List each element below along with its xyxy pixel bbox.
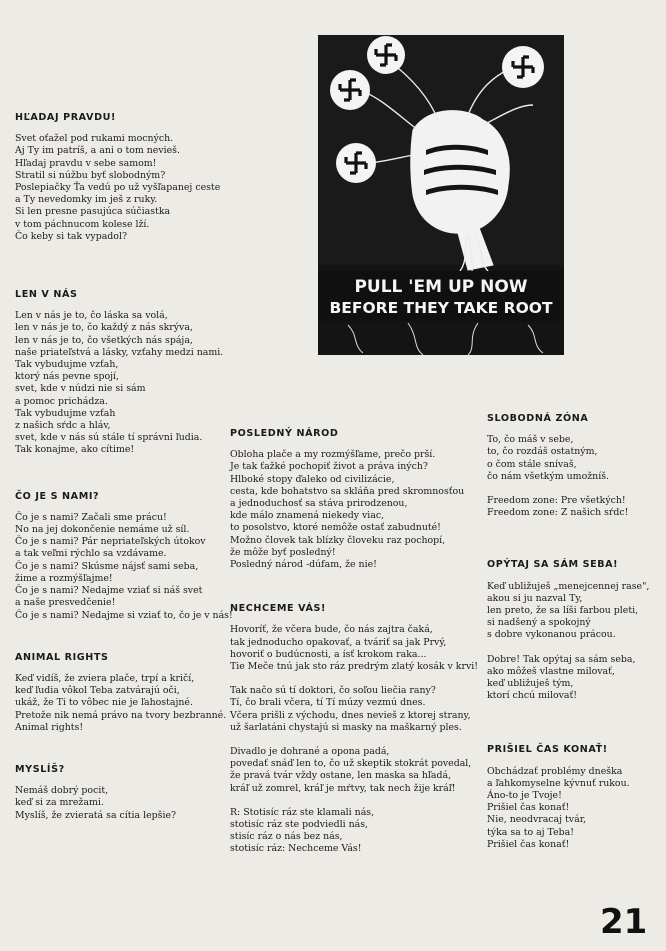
poem-line: svet, kde v núdzi nie si sám — [15, 383, 146, 395]
poem-line: a naše presvedčenie! — [15, 597, 116, 609]
poem-line: Obloha plače a my rozmýšľame, prečo prší. — [230, 449, 436, 461]
poem-line: Tak vybudujme vzťah — [15, 407, 116, 419]
poem-line: naše priateľstvá a lásky, vzťahy medzi nami. — [15, 346, 224, 358]
poem-line: Včera prišli z východu, dnes nevieš z ktorej strany, — [230, 709, 471, 721]
poem-line: Poslepiačky Ťa vedú po už vyšľapanej ceste — [15, 182, 221, 194]
poem-line: Možno človek tak blízky človeku raz pochopí, — [230, 534, 446, 546]
poem-line: Aj Ty im patríš, a ani o tom nevieš. — [15, 145, 180, 157]
poem-line: kráľ už zomrel, kráľ je mŕtvy, tak nech žije kráľ! — [230, 782, 456, 794]
poem-line: Stratil si núžbu byť slobodným? — [15, 169, 166, 181]
poem-sloboda — [487, 413, 657, 519]
column-right — [487, 413, 657, 851]
poem-line: akou si ju nazval Ty, — [487, 592, 583, 604]
poem-line: a pomoc prichádza. — [15, 395, 108, 407]
poem-line: Prišiel čas konať! — [487, 802, 570, 814]
poem-title: OPÝTAJ SA SÁM SEBA! — [487, 559, 619, 571]
poem-line: hovoriť o budúcnosti, a ísť krokom raka... — [230, 648, 427, 660]
poster-image — [318, 35, 564, 355]
poster-line-1: PULL 'EM UP NOW — [354, 277, 528, 297]
poem-line: Tak načo sú tí doktori, čo soľou liečia rany? — [230, 685, 436, 697]
poem-line: No na jej dokončenie nemáme už síl. — [15, 524, 190, 536]
poem-line: Hlboké stopy ďaleko od civilizácie, — [230, 473, 395, 485]
poem-opytaj — [487, 559, 657, 702]
poem-line: Posledný národ -dúfam, že nie! — [230, 559, 377, 571]
poem-line: Nemáš dobrý pocit, — [15, 785, 109, 797]
poem-line: Tie Meče tnú jak sto ráz predrým zlatý kosák v krvi! — [230, 661, 479, 673]
column-left — [15, 112, 233, 822]
poem-line: ktorý nás pevne spojí, — [15, 371, 120, 383]
poem-line: Pretože nik nemá právo na tvory bezbranné. — [15, 709, 227, 721]
poem-hladaj — [15, 112, 225, 243]
poem-line: kde málo znamená niekedy viac, — [230, 510, 385, 522]
poem-line: povedať snáď len to, čo už skeptik stokrát povedal, — [230, 758, 472, 770]
poem-line: Čo je s nami? Pár nepriateľských útokov — [15, 536, 206, 548]
poem-line — [487, 642, 657, 654]
poem-line: už šarlatáni chystajú si masky na maškarný ples. — [230, 721, 462, 733]
poem-line: stotisíc ráz: Nechceme Vás! — [230, 843, 362, 855]
poem-title: POSLEDNÝ NÁROD — [230, 428, 339, 439]
poem-line — [487, 483, 657, 495]
page-number: 21 — [600, 902, 648, 942]
poem-line: Nie, neodvracaj tvár, — [487, 814, 587, 826]
poem-title: LEN V NÁS — [15, 289, 78, 301]
poem-line: Myslíš, že zvieratá sa cítia lepšie? — [15, 809, 177, 821]
poem-line: keď ľudia vôkol Teba zatvárajú oči, — [15, 685, 180, 697]
poem-line: z našich sŕdc a hláv, — [15, 420, 111, 432]
poem-line — [230, 795, 470, 807]
poem-line: ako môžeš vlastne milovať, — [487, 665, 615, 677]
poem-line: keď ubližuješ tým, — [487, 678, 574, 690]
poem-line: Je tak ťažké pochopiť život a práva iných? — [230, 461, 428, 473]
poem-line: Áno-to je Tvoje! — [487, 790, 562, 802]
poem-line: Keď ubližuješ „menejcennej rase", — [487, 580, 650, 592]
poem-line: len v nás je to, čo všetkých nás spája, — [15, 334, 193, 346]
poem-posledny — [230, 428, 470, 571]
poem-line: o čom stále snívaš, — [487, 458, 577, 470]
poem-line: s dobre vykonanou prácou. — [487, 629, 616, 641]
poem-line: Čo je s nami? Začali sme prácu! — [15, 511, 167, 523]
poem-line: Freedom zone: Pre všetkých! — [487, 495, 626, 507]
poem-line: v tom páchnucom kolese lží. — [15, 218, 150, 230]
poem-line: Tak vybudujme vzťah, — [15, 359, 119, 371]
poem-line: že môže byť posledný! — [230, 546, 336, 558]
poem-prisiel — [487, 744, 657, 851]
poem-line: a ľahkomyselne kývnuť rukou. — [487, 777, 630, 789]
poem-line: Dobre! Tak opýtaj sa sám seba, — [487, 653, 636, 665]
poem-line: To, čo máš v sebe, — [487, 434, 574, 446]
poem-title: MYSLÍŠ? — [15, 763, 65, 775]
poem-line: Divadlo je dohrané a opona padá, — [230, 746, 390, 758]
poem-animal — [15, 652, 225, 734]
poem-line: Čo je s nami? Skúsme nájsť sami seba, — [15, 560, 199, 572]
poem-line: to, čo rozdáš ostatným, — [487, 446, 598, 458]
poem-line: Tak konajme, ako cítime! — [15, 444, 135, 456]
poem-line: Keď vidíš, že zviera plače, trpí a kričí, — [15, 672, 195, 684]
poem-line: Hovoríť, že včera bude, čo nás zajtra čaká, — [230, 624, 433, 636]
poem-line: že pravá tvár vždy ostane, len maska sa hľadá, — [230, 770, 452, 782]
poem-line: Hľadaj pravdu v sebe samom! — [15, 157, 157, 169]
poem-line: len preto, že sa líši farbou pleti, — [487, 605, 639, 617]
poem-line: stisíc ráz o nás bez nás, — [230, 831, 343, 843]
poem-lenvnas — [15, 289, 225, 457]
poem-title: ANIMAL RIGHTS — [15, 651, 109, 663]
poem-line: Tí, čo brali včera, tí Tí múzy vezmú dnes. — [230, 697, 426, 709]
poem-line: tak jednoducho opakovať, a tváriť sa jak Prvý, — [230, 636, 447, 648]
poem-title: PRIŠIEL ČAS KONAŤ! — [487, 744, 608, 756]
poem-line: cesta, kde bohatstvo sa skláňa pred skromnosťou — [230, 485, 465, 497]
poem-nechceme — [230, 603, 479, 855]
poem-line: to posolstvo, ktoré nemôže ostať zabudnuté! — [230, 522, 441, 534]
poem-line: Prišiel čas konať! — [487, 838, 570, 850]
poem-line: a Ty nevedomky im ješ z ruky. — [15, 194, 158, 206]
poster-line-2: BEFORE THEY TAKE ROOT — [329, 299, 553, 317]
poem-line: ukáž, že Ti to vôbec nie je ľahostajné. — [15, 697, 193, 709]
poem-line: R: Stotisíc ráz ste klamali nás, — [230, 806, 375, 818]
poem-line: a jednoduchosť sa stáva prirodzenou, — [230, 498, 408, 510]
poem-title: SLOBODNÁ ZÓNA — [487, 413, 589, 424]
poem-title: NECHCEME VÁS! — [230, 603, 326, 615]
poem-line — [230, 734, 470, 746]
poem-line: stotisíc ráz ste podviedli nás, — [230, 819, 369, 831]
poem-line: keď si za mrežami. — [15, 797, 104, 809]
poem-title: HĽADAJ PRAVDU! — [15, 112, 117, 123]
poem-line: Freedom zone: Z našich sŕdc! — [487, 507, 629, 519]
poem-line: Čo je s nami? Nedajme vziať si náš svet — [15, 585, 203, 597]
poem-line: Čo je s nami? Nedajme si vziať to, čo je v nás! — [15, 609, 233, 621]
poem-line: Čo keby si tak vypadol? — [15, 230, 127, 242]
poem-cojesnami — [15, 490, 233, 622]
poem-line: Si len presne pasujúca súčiastka — [15, 206, 171, 218]
poem-line: ktorí chcú milovať! — [487, 690, 578, 702]
poem-title: ČO JE S NAMI? — [15, 490, 100, 502]
poem-line: len v nás je to, čo každý z nás skrýva, — [15, 322, 193, 334]
poem-line: čo nám všetkým umožníš. — [487, 470, 609, 482]
poem-line: Len v nás je to, čo láska sa volá, — [15, 310, 168, 322]
poem-line: Obchádzať problémy dneška — [487, 765, 623, 777]
poem-line: si nadšený a spokojný — [487, 617, 591, 629]
poem-line: Animal rights! — [15, 721, 84, 733]
poem-line: svet, kde v nás sú stále tí správni ľudia. — [15, 432, 203, 444]
poem-line: a tak veľmi rýchlo sa vzdávame. — [15, 548, 167, 560]
poem-line: Svet oťažel pod rukami mocných. — [15, 133, 174, 145]
poem-line: žime a rozmýšľajme! — [15, 572, 113, 584]
poem-line — [230, 673, 470, 685]
poem-line: týka sa to aj Teba! — [487, 826, 574, 838]
poem-myslis — [15, 764, 225, 822]
column-middle — [230, 428, 479, 856]
